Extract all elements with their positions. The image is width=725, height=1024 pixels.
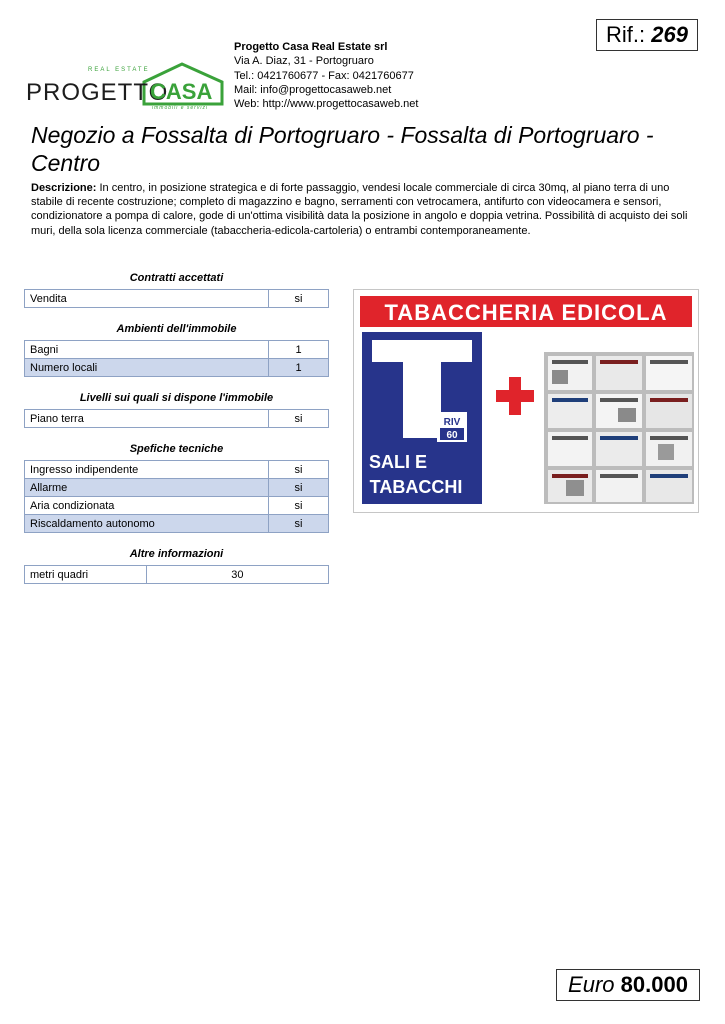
newspapers-image <box>544 352 694 504</box>
row-label: Ingresso indipendente <box>25 461 269 479</box>
agency-name: Progetto Casa Real Estate srl <box>234 41 388 53</box>
row-label: Aria condizionata <box>25 497 269 515</box>
table-row <box>25 515 329 533</box>
agency-info <box>234 40 418 111</box>
agency-mail: Mail: info@progettocasaweb.net <box>234 83 392 96</box>
row-label: Riscaldamento autonomo <box>25 515 269 533</box>
row-label: Allarme <box>25 479 269 497</box>
table-row <box>25 461 329 479</box>
row-value: si <box>269 479 329 497</box>
agency-phone: Tel.: 0421760677 - Fax: 0421760677 <box>234 69 414 82</box>
sign-badge-top: RIV <box>443 417 461 428</box>
rooms-table <box>24 340 329 377</box>
table-row <box>25 341 329 359</box>
row-label: metri quadri <box>25 566 147 584</box>
section-title-levels: Livelli sui quali si dispone l'immobile <box>79 392 274 404</box>
sign-line2: TABACCHI <box>369 477 463 497</box>
contracts-table <box>24 289 329 308</box>
table-row <box>25 497 329 515</box>
reference-box <box>596 19 698 51</box>
reference-label: Rif.: <box>606 22 646 47</box>
price-currency: Euro <box>568 972 615 997</box>
photo-banner-text: TABACCHERIA EDICOLA <box>384 300 668 325</box>
agency-logo <box>24 60 224 112</box>
row-value: 1 <box>269 359 329 377</box>
row-label: Numero locali <box>25 359 269 377</box>
logo-text: immobili e servizi <box>152 105 209 111</box>
property-photo <box>353 289 699 513</box>
listing-title: Negozio a Fossalta di Portogruaro - Fossalta di Portogruaro - Centro <box>31 122 654 176</box>
row-label: Piano terra <box>25 410 269 428</box>
section-title-specs: Spefiche tecniche <box>129 443 224 455</box>
table-row <box>25 479 329 497</box>
feature-sections <box>24 268 329 584</box>
sign-line1: SALI E <box>368 452 428 472</box>
reference-number: 269 <box>651 22 688 47</box>
row-value: si <box>269 290 329 308</box>
row-value: 1 <box>269 341 329 359</box>
logo-text: REAL ESTATE <box>88 67 150 73</box>
section-title-other: Altre informazioni <box>129 548 224 560</box>
levels-table <box>24 409 329 428</box>
other-table <box>24 565 329 584</box>
row-value: si <box>269 461 329 479</box>
table-row <box>25 359 329 377</box>
table-row <box>25 290 329 308</box>
price-box <box>556 969 700 1001</box>
section-title-rooms: Ambienti dell'immobile <box>116 323 237 335</box>
description-label: Descrizione: <box>31 182 97 194</box>
agency-web: Web: http://www.progettocasaweb.net <box>234 98 419 111</box>
row-value: 30 <box>146 566 328 584</box>
table-row <box>25 410 329 428</box>
description-text: In centro, in posizione strategica e di forte passaggio, vendesi locale commerciale di circa 30mq, al piano terra di uno stabile di recente costruzione; completo di magazzino e bagno, serramenti con vetrocamera, antifurto con videocamera e sensori, condizionatore a pompa di calore, gode di un'ottima visibilità data la posizione in angolo e doppia vetrina. Possibilità di acquisto dei soli muri, della sola licenza commerciale (tabaccheria-edicola-cartoleria) o entrambi contemporaneamente. <box>31 182 688 237</box>
row-label: Bagni <box>25 341 269 359</box>
listing-description <box>31 181 696 238</box>
row-value: si <box>269 497 329 515</box>
agency-address: Via A. Diaz, 31 - Portogruaro <box>234 55 374 68</box>
table-row <box>25 566 329 584</box>
logo-text: CASA <box>150 79 213 104</box>
row-value: si <box>269 410 329 428</box>
logo-text: PROGETTO <box>26 79 169 106</box>
row-label: Vendita <box>25 290 269 308</box>
section-title-contracts: Contratti accettati <box>129 272 224 284</box>
sign-badge-num: 60 <box>446 430 458 441</box>
specs-table <box>24 460 329 533</box>
row-value: si <box>269 515 329 533</box>
price-amount: 80.000 <box>620 972 688 997</box>
